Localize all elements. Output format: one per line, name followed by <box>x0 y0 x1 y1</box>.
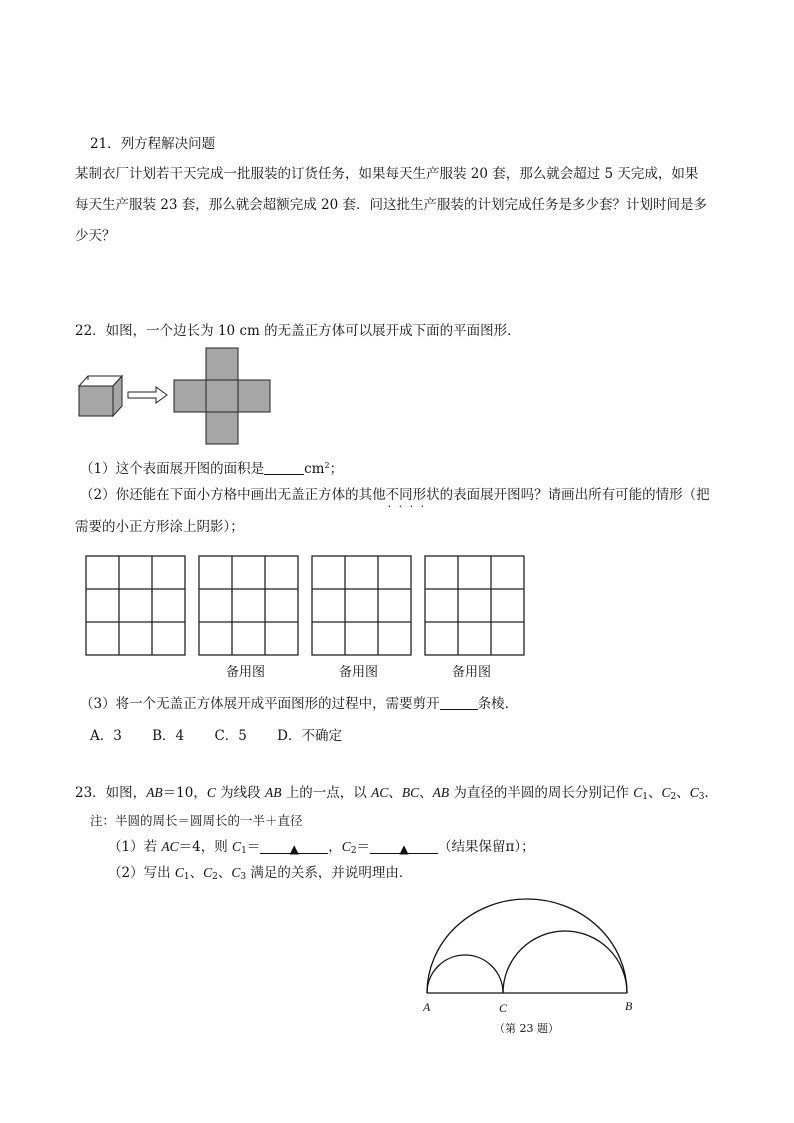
option-a[interactable]: A．3 <box>90 728 122 744</box>
figure-caption: （第 23 题） <box>494 1022 559 1035</box>
point-a-label: A <box>423 1000 431 1014</box>
q22-part2: （2）你还能在下面小方格中画出无盖正方体的其他不同形状 · · · ·的表面展开图吗？请画出所有可能的情形（把 <box>80 486 710 504</box>
q23-line1: 23．如图，AB＝10，C 为线段 AB 上的一点，以 AC、BC、AB 为直径的半圆的周长分别记作 $C_1$、$C_2$、$C_3$． <box>75 785 718 802</box>
semicircle-ac <box>427 955 503 993</box>
grid-label-2: 备用图 <box>226 665 266 680</box>
option-b[interactable]: B．4 <box>152 728 185 744</box>
emphasis-text: 不同形状 · · · · <box>386 487 440 503</box>
q22-intro: 22．如图，一个边长为 10 cm 的无盖正方体可以展开成下面的平面图形． <box>75 323 521 339</box>
point-c-label: C <box>499 1001 508 1015</box>
grid-label-4: 备用图 <box>452 665 492 680</box>
semicircle-ab <box>427 899 627 993</box>
q21-line3: 少天？ <box>75 228 116 244</box>
grid-label-3: 备用图 <box>339 665 379 680</box>
triangle-icon: ▲ <box>289 842 299 856</box>
q21-line2: 每天生产服装 23 套，那么就会超额完成 20 套．问这批生产服装的计划完成任务是多少套？计划时间是多 <box>75 197 708 213</box>
option-d[interactable]: D．不确定 <box>277 728 342 744</box>
q22-part1: （1）这个表面展开图的面积是 $cm^2$； <box>80 461 344 477</box>
q22-part2-line2: 需要的小正方形涂上阴影）； <box>75 519 244 535</box>
q21-line1: 某制衣厂计划若干天完成一批服装的订货任务，如果每天生产服装 20 套，那么就会超过 5 天完成，如果 <box>75 166 699 182</box>
q23-note: 注：半圆的周长＝圆周长的一半＋直径 <box>90 813 303 828</box>
q22-part3: （3）将一个无盖正方体展开成平面图形的过程中，需要剪开 条棱． <box>80 696 519 712</box>
q21-title: 21．列方程解决问题 <box>90 136 216 152</box>
point-b-label: B <box>625 999 633 1013</box>
triangle-icon: ▲ <box>399 842 409 856</box>
q23-part1: （1）若 AC＝4，则 $C_1=$ ▲ ，$C_2=$ ▲ （结果保留π）； <box>108 839 535 856</box>
q23-part2: （2）写出 $C_1$、$C_2$、$C_3$ 满足的关系，并说明理由． <box>108 865 413 882</box>
option-c[interactable]: C．5 <box>214 728 247 744</box>
semicircle-bc <box>503 931 627 993</box>
